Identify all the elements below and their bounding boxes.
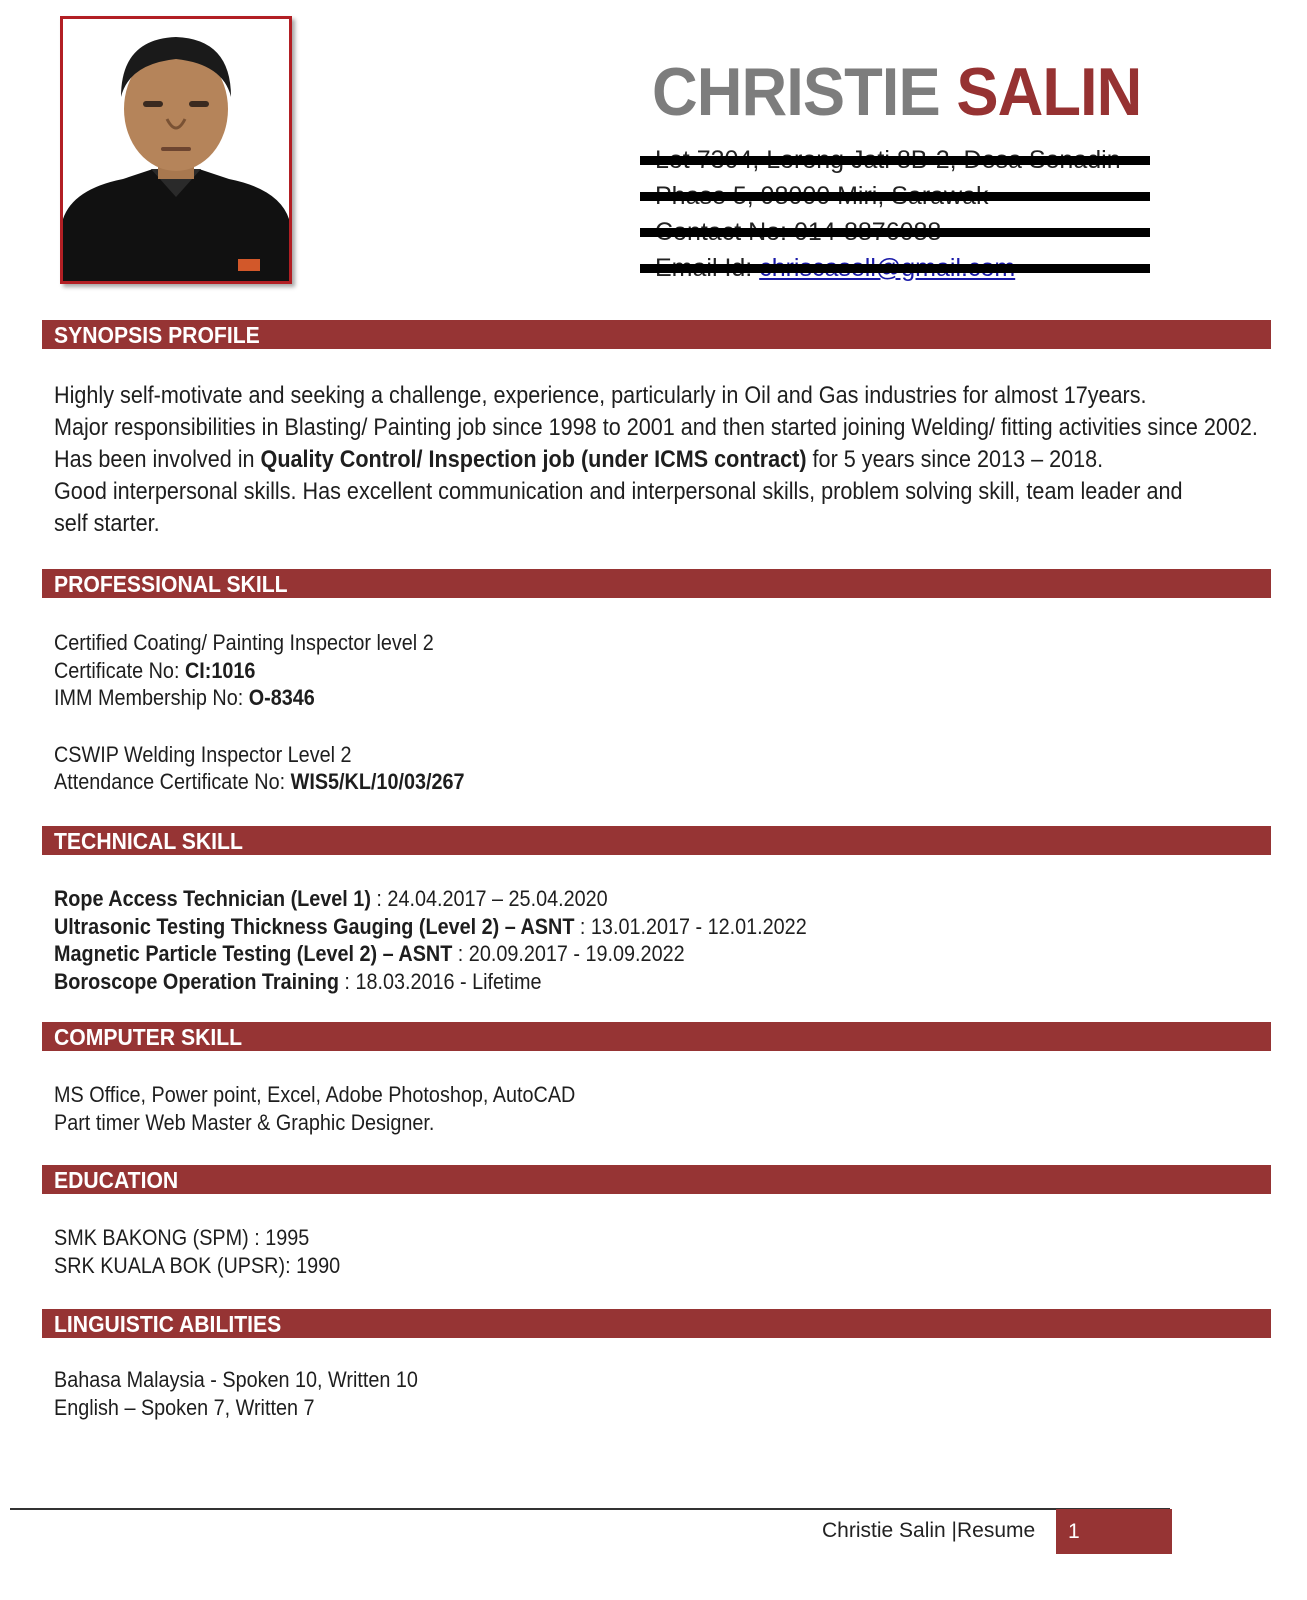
language-line: Bahasa Malaysia - Spoken 10, Written 10 — [54, 1367, 418, 1392]
section-title: PROFESSIONAL SKILL — [54, 571, 288, 597]
contact-number — [655, 214, 1155, 250]
synopsis-line: Highly self-motivate and seeking a challenge, experience, particularly in Oil and Gas industries for almost 17years. — [54, 382, 1147, 409]
computer-line: Part timer Web Master & Graphic Designer. — [54, 1109, 435, 1135]
section-header-education — [42, 1165, 1271, 1194]
redaction-bar — [640, 192, 1150, 201]
technical-item: Ultrasonic Testing Thickness Gauging (Level 2) – ASNT : 13.01.2017 - 12.01.2022 — [54, 913, 807, 939]
professional-skill-list — [54, 629, 510, 796]
skill-line: Certified Coating/ Painting Inspector level 2 — [54, 630, 434, 655]
address-line-1 — [655, 142, 1155, 178]
email-line — [655, 250, 1155, 286]
contact-block — [655, 142, 1155, 286]
redaction-bar — [640, 228, 1150, 237]
profile-photo — [60, 16, 292, 284]
name-first: CHRISTIE — [652, 54, 940, 130]
synopsis-line: Major responsibilities in Blasting/ Painting job since 1998 to 2001 and then started joining Welding/ fitting activities since 2002. — [54, 414, 1258, 441]
footer-divider — [10, 1508, 1170, 1510]
computer-line: MS Office, Power point, Excel, Adobe Photoshop, AutoCAD — [54, 1082, 576, 1107]
portrait-image — [63, 19, 289, 281]
technical-item: Rope Access Technician (Level 1) : 24.04.2017 – 25.04.2020 — [54, 886, 608, 911]
synopsis-text — [54, 380, 1307, 540]
technical-skill-list — [54, 885, 890, 995]
redaction-bar — [640, 264, 1150, 273]
technical-item: Boroscope Operation Training : 18.03.2016 - Lifetime — [54, 968, 542, 994]
section-title: TECHNICAL SKILL — [54, 828, 243, 854]
section-title: EDUCATION — [54, 1167, 179, 1193]
section-title: LINGUISTIC ABILITIES — [54, 1311, 282, 1337]
address-line-2 — [655, 178, 1155, 214]
skill-line: Attendance Certificate No: WIS5/KL/10/03/267 — [54, 769, 465, 794]
page-number-box — [1056, 1509, 1172, 1554]
name-last: SALIN — [956, 54, 1142, 130]
section-header-linguistic — [42, 1309, 1271, 1338]
skill-line: CSWIP Welding Inspector Level 2 — [54, 741, 352, 767]
section-title: COMPUTER SKILL — [54, 1024, 243, 1050]
language-line: English – Spoken 7, Written 7 — [54, 1394, 315, 1420]
education-list — [54, 1224, 372, 1279]
synopsis-line: Good interpersonal skills. Has excellent communication and interpersonal skills, problem solving skill, team leader and — [54, 478, 1183, 505]
section-header-synopsis — [42, 320, 1271, 349]
skill-line: IMM Membership No: O-8346 — [54, 685, 315, 710]
section-header-computer — [42, 1022, 1271, 1051]
computer-skill-list — [54, 1081, 633, 1136]
section-title: SYNOPSIS PROFILE — [54, 322, 260, 348]
footer-text: Christie Salin |Resume — [822, 1519, 1036, 1542]
education-line: SRK KUALA BOK (UPSR): 1990 — [54, 1252, 341, 1278]
technical-item: Magnetic Particle Testing (Level 2) – ASNT : 20.09.2017 - 19.09.2022 — [54, 941, 685, 966]
section-header-technical — [42, 826, 1271, 855]
education-line: SMK BAKONG (SPM) : 1995 — [54, 1225, 310, 1250]
linguistic-list — [54, 1366, 458, 1421]
synopsis-line: self starter. — [54, 510, 160, 537]
skill-line: Certificate No: CI:1016 — [54, 657, 256, 683]
redaction-bar — [640, 156, 1150, 165]
section-header-professional — [42, 569, 1271, 598]
page-number: 1 — [1068, 1520, 1080, 1543]
synopsis-line: Has been involved in Quality Control/ Inspection job (under ICMS contract) for 5 years since 2013 – 2018. — [54, 446, 1104, 473]
candidate-name — [652, 54, 1142, 130]
